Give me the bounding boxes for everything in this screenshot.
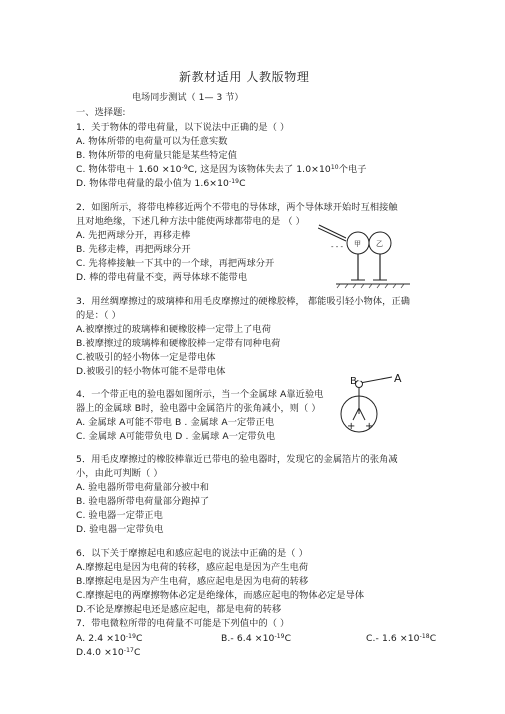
q3-option-d: D.被吸引的轻小物体可能不是带电体 bbox=[76, 366, 226, 377]
q4-stem-line2: 器上的金属球 B时，验电器中金属箔片的张角减小，则（ ） bbox=[76, 403, 321, 414]
q4-figure bbox=[340, 374, 420, 436]
two-spheres-diagram bbox=[318, 222, 414, 290]
q7-option-d: $D.4.0 \times 10^{-17}C$ bbox=[76, 647, 141, 658]
q3-option-a: A.被摩擦过的玻璃棒和硬橡胶棒一定带上了电荷 bbox=[76, 324, 271, 335]
q6-option-a: A.摩擦起电是因为电荷的转移，感应起电是因为产生电荷 bbox=[76, 562, 309, 573]
q7-option-c: C.- $1.6 \times 10^{-18}C$ bbox=[366, 633, 437, 644]
q2-stem-line1: 2．如图所示，将带电棒移近两个不带电的导体球，两个导体球开始时互相接触 bbox=[76, 202, 398, 213]
q4-options-ab: A. 金属球 A可能不带电 B . 金属球 A一定带正电 bbox=[76, 417, 275, 428]
q5-option-b: B. 验电器所带电荷量部分跑掉了 bbox=[76, 496, 210, 507]
q5-stem-line2: 小，由此可判断（ ） bbox=[76, 468, 163, 479]
svg-text:+: + bbox=[347, 421, 356, 432]
doc-title: 新教材适用 人教版物理 bbox=[179, 70, 310, 84]
foil-right bbox=[359, 408, 365, 420]
q3-option-b: B.被摩擦过的玻璃棒和硬橡胶棒一定带有同种电荷 bbox=[76, 338, 281, 349]
q5-option-c: C. 验电器一定带正电 bbox=[76, 510, 163, 521]
q5-stem-line1: 5．用毛皮摩擦过的橡胶棒靠近已带电的验电器时，发现它的金属箔片的张角减 bbox=[76, 454, 398, 465]
q2-option-d: D. 棒的带电荷量不变，两导体球不能带电 bbox=[76, 272, 248, 283]
q7-stem: 7．带电微粒所带的电荷量不可能是下列值中的（ ） bbox=[76, 618, 290, 629]
q5-option-a: A. 验电器所带电荷量部分被中和 bbox=[76, 482, 210, 493]
section-heading: 一、选择题: bbox=[76, 107, 126, 118]
q3-stem-line2: 的是：（ ） bbox=[76, 310, 121, 321]
q4-options-cd: C. 金属球 A可能带负电 D . 金属球 A一定带负电 bbox=[76, 431, 276, 442]
q6-option-c: C.摩擦起电的两摩擦物体必定是绝缘体，而感应起电的物体必定是导体 bbox=[76, 590, 365, 601]
q1-option-d: D. 物体带电荷量的最小值为 $1.6\times 10^{-19}C$ bbox=[76, 178, 246, 189]
q4-stem-line1: 4．一个带正电的验电器如图所示，当一个金属球 A靠近验电 bbox=[76, 389, 324, 400]
q2-stem-line2: 且对地绝缘，下述几种方法中能使两球都带电的是 （ ） bbox=[76, 216, 305, 227]
q7-option-a: A. $2.4 \times 10^{-19}C$ bbox=[76, 633, 143, 644]
electroscope-diagram bbox=[340, 374, 420, 436]
doc-subtitle: 电场同步测试（ 1— 3 节） bbox=[132, 93, 244, 103]
q2-figure bbox=[318, 222, 414, 290]
q2-option-c: C. 先将棒接触一下其中的一个球，再把两球分开 bbox=[76, 258, 275, 269]
q6-stem: 6．以下关于摩擦起电和感应起电的说法中正确的是（ ） bbox=[76, 548, 308, 559]
q1-option-b: B. 物体所带的电荷量只能是某些特定值 bbox=[76, 150, 238, 161]
q6-option-d: D.不论是摩擦起电还是感应起电，都是电荷的转移 bbox=[76, 604, 282, 615]
q6-option-b: B.摩擦起电是因为产生电荷，感应起电是因为电荷的转移 bbox=[76, 576, 309, 587]
label-a: A bbox=[394, 374, 402, 385]
q1-option-a: A. 物体所带的电荷量可以为任意实数 bbox=[76, 136, 228, 147]
q1-option-c: C. 物体带电＋ $1.60 \times 10^{-9}C$, 这是因为该物体失去了 $1.0\times 10^{10}$个电子 bbox=[76, 164, 367, 175]
q5-option-d: D. 验电器一定带负电 bbox=[76, 524, 164, 535]
svg-text:+: + bbox=[365, 421, 374, 432]
q2-option-b: B. 先移走棒，再把两球分开 bbox=[76, 244, 191, 255]
foil-left bbox=[353, 408, 359, 420]
sphere-jia-label: 甲 bbox=[354, 240, 361, 248]
q1-stem: 1．关于物体的带电荷量，以下说法中正确的是（ ） bbox=[76, 122, 290, 133]
label-b: B bbox=[350, 376, 357, 387]
q3-stem-line1: 3．用丝绸摩擦过的玻璃棒和用毛皮摩擦过的硬橡胶棒， 都能吸引轻小物体，正确 bbox=[76, 296, 411, 307]
q3-option-c: C.被吸引的轻小物体一定是带电体 bbox=[76, 352, 216, 363]
q2-option-a: A. 先把两球分开，再移走棒 bbox=[76, 230, 191, 241]
svg-text:- - -: - - - bbox=[331, 243, 344, 251]
insulating-rod bbox=[360, 377, 392, 383]
charged-rod bbox=[318, 228, 346, 241]
q7-option-b: B.- $6.4 \times 10^{-19}C$ bbox=[221, 633, 292, 644]
sphere-yi-label: 乙 bbox=[376, 240, 383, 248]
